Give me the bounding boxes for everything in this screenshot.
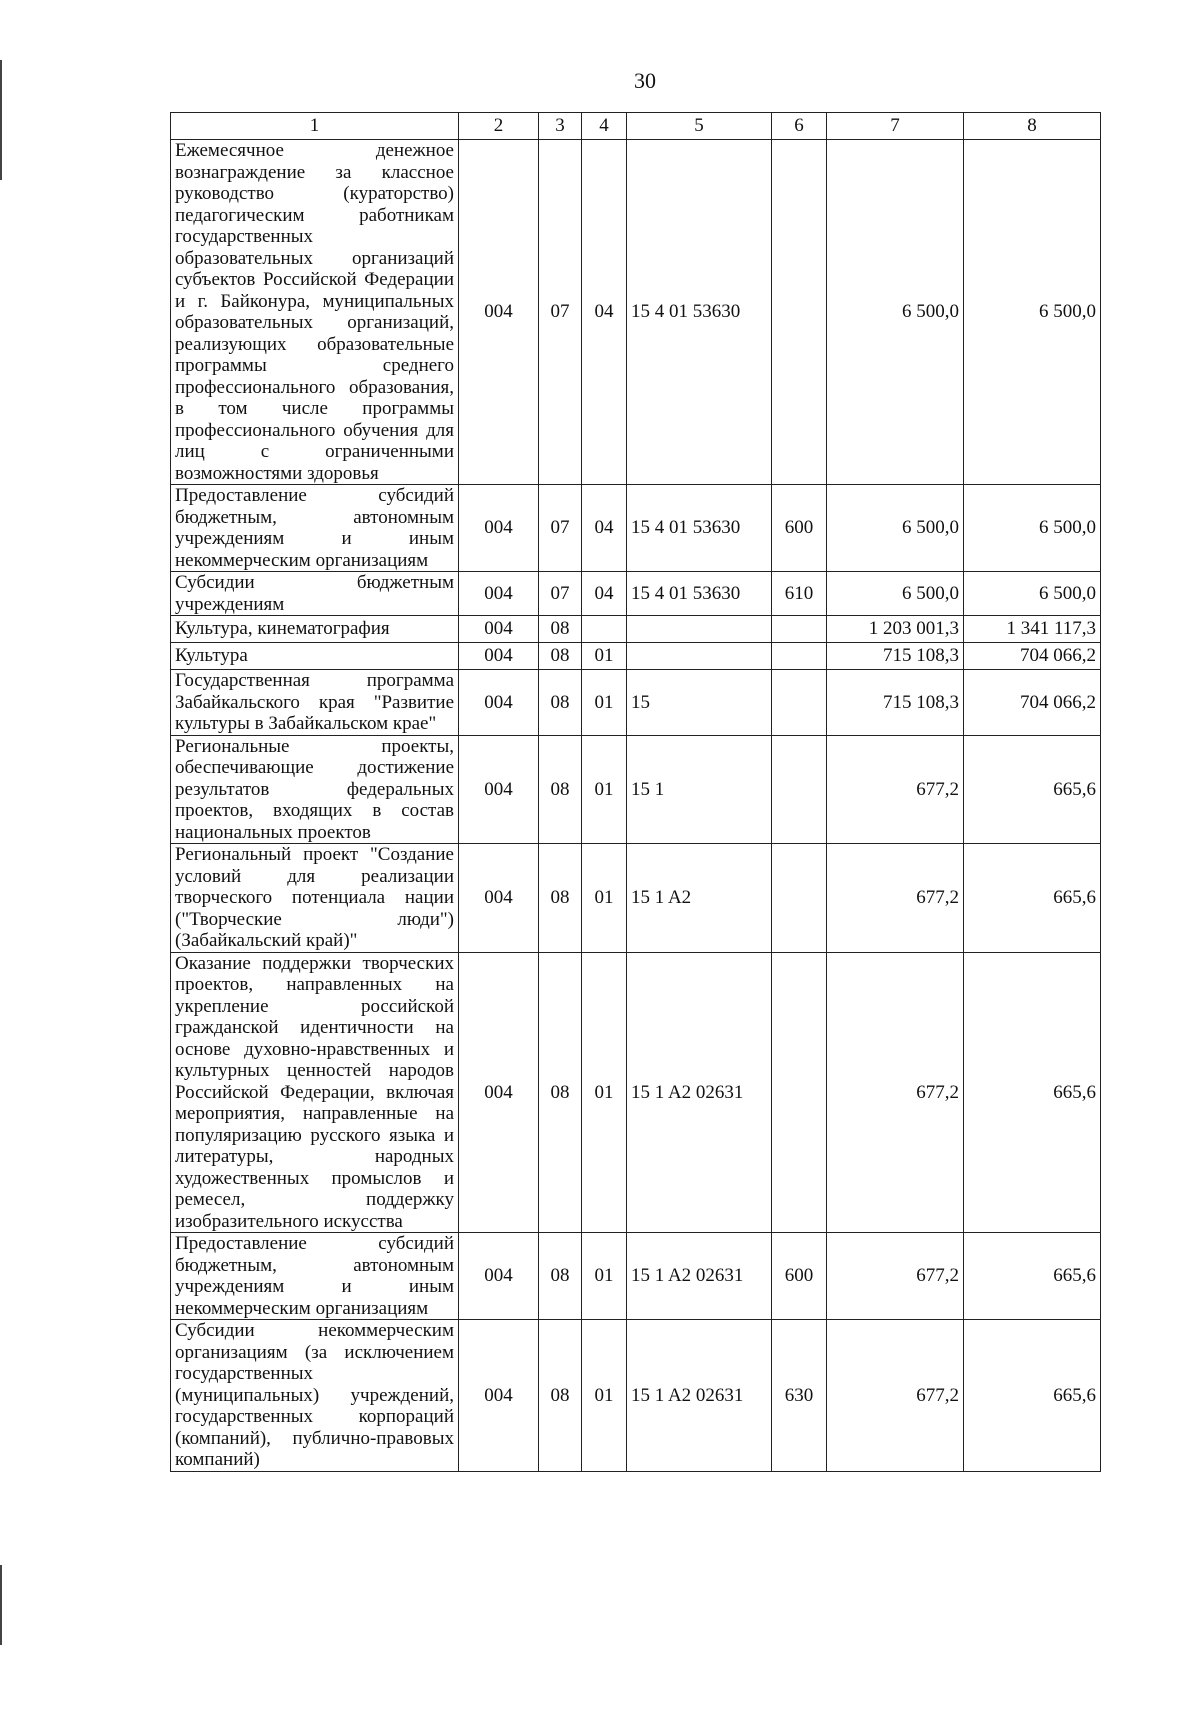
target-article-cell: 15 1 A2 02631 <box>627 1320 772 1472</box>
amount-cell-7: 677,2 <box>827 735 964 844</box>
ministry-code-cell: 004 <box>459 485 539 572</box>
subsection-cell <box>582 616 627 643</box>
target-article-cell <box>627 643 772 670</box>
expense-type-cell: 600 <box>772 485 827 572</box>
table-row <box>171 952 1101 1233</box>
amount-cell-8: 704 066,2 <box>964 643 1101 670</box>
target-article-cell: 15 4 01 53630 <box>627 485 772 572</box>
table-row <box>171 1320 1101 1472</box>
amount-cell-8: 6 500,0 <box>964 140 1101 485</box>
amount-cell-7: 1 203 001,3 <box>827 616 964 643</box>
amount-cell-8: 6 500,0 <box>964 485 1101 572</box>
table-row <box>171 485 1101 572</box>
target-article-cell: 15 1 A2 02631 <box>627 952 772 1233</box>
subsection-cell: 01 <box>582 735 627 844</box>
expense-type-cell <box>772 643 827 670</box>
table-row <box>171 844 1101 953</box>
section-cell: 08 <box>539 670 582 736</box>
section-cell: 08 <box>539 844 582 953</box>
amount-cell-8: 665,6 <box>964 1320 1101 1472</box>
header-cell-8: 8 <box>964 113 1101 140</box>
row-name-cell: Предоставление субсидий бюджетным, автономным учреждениям и иным некоммерческим организациям <box>171 1233 459 1320</box>
section-cell: 07 <box>539 485 582 572</box>
subsection-cell: 01 <box>582 844 627 953</box>
target-article-cell: 15 4 01 53630 <box>627 140 772 485</box>
section-cell: 07 <box>539 572 582 616</box>
header-cell-5: 5 <box>627 113 772 140</box>
subsection-cell: 01 <box>582 643 627 670</box>
amount-cell-7: 6 500,0 <box>827 572 964 616</box>
row-name-cell: Оказание поддержки творческих проектов, направленных на укрепление российской гражданской идентичности на основе духовно-нравственных и культурных ценностей народов Российской Федерации, включая мероприятия, направленные на популяризацию русского языка и литературы, народных художественных промыслов и ремесел, поддержку изобразительного искусства <box>171 952 459 1233</box>
section-cell: 08 <box>539 643 582 670</box>
row-name-cell: Региональные проекты, обеспечивающие достижение результатов федеральных проектов, входящих в состав национальных проектов <box>171 735 459 844</box>
table-row <box>171 140 1101 485</box>
ministry-code-cell: 004 <box>459 140 539 485</box>
page-number: 30 <box>634 68 656 93</box>
ministry-code-cell: 004 <box>459 952 539 1233</box>
ministry-code-cell: 004 <box>459 643 539 670</box>
table-row <box>171 670 1101 736</box>
row-name-cell: Государственная программа Забайкальского края "Развитие культуры в Забайкальском крае" <box>171 670 459 736</box>
amount-cell-7: 715 108,3 <box>827 643 964 670</box>
header-cell-3: 3 <box>539 113 582 140</box>
subsection-cell: 01 <box>582 1233 627 1320</box>
table-row <box>171 735 1101 844</box>
amount-cell-7: 677,2 <box>827 1233 964 1320</box>
target-article-cell <box>627 616 772 643</box>
amount-cell-8: 704 066,2 <box>964 670 1101 736</box>
amount-cell-8: 665,6 <box>964 844 1101 953</box>
section-cell: 08 <box>539 1320 582 1472</box>
ministry-code-cell: 004 <box>459 1233 539 1320</box>
target-article-cell: 15 1 <box>627 735 772 844</box>
header-cell-1: 1 <box>171 113 459 140</box>
amount-cell-7: 677,2 <box>827 844 964 953</box>
scan-edge-line-bottom <box>0 1565 2 1645</box>
header-cell-6: 6 <box>772 113 827 140</box>
ministry-code-cell: 004 <box>459 616 539 643</box>
target-article-cell: 15 1 A2 <box>627 844 772 953</box>
expense-type-cell <box>772 616 827 643</box>
row-name-cell: Культура, кинематография <box>171 616 459 643</box>
section-cell: 08 <box>539 1233 582 1320</box>
subsection-cell: 04 <box>582 572 627 616</box>
amount-cell-7: 6 500,0 <box>827 485 964 572</box>
subsection-cell: 01 <box>582 670 627 736</box>
ministry-code-cell: 004 <box>459 844 539 953</box>
amount-cell-7: 677,2 <box>827 1320 964 1472</box>
table-row <box>171 1233 1101 1320</box>
row-name-cell: Субсидии некоммерческим организациям (за исключением государственных (муниципальных) учреждений, государственных корпораций (компаний), публично-правовых компаний) <box>171 1320 459 1472</box>
table-row <box>171 616 1101 643</box>
row-name-cell: Региональный проект "Создание условий для реализации творческого потенциала нации ("Творческие люди") (Забайкальский край)" <box>171 844 459 953</box>
expense-type-cell <box>772 140 827 485</box>
table-row <box>171 572 1101 616</box>
amount-cell-8: 665,6 <box>964 952 1101 1233</box>
section-cell: 08 <box>539 735 582 844</box>
expense-type-cell <box>772 670 827 736</box>
table-row <box>171 643 1101 670</box>
amount-cell-7: 6 500,0 <box>827 140 964 485</box>
header-cell-2: 2 <box>459 113 539 140</box>
expense-type-cell: 630 <box>772 1320 827 1472</box>
header-row <box>171 113 1101 140</box>
header-cell-4: 4 <box>582 113 627 140</box>
header-cell-7: 7 <box>827 113 964 140</box>
subsection-cell: 04 <box>582 485 627 572</box>
subsection-cell: 01 <box>582 952 627 1233</box>
section-cell: 07 <box>539 140 582 485</box>
row-name-cell: Ежемесячное денежное вознаграждение за классное руководство (кураторство) педагогическим работникам государственных образовательных организаций субъектов Российской Федерации и г. Байконура, муниципальных образовательных организаций, реализующих образовательные программы среднего профессионального образования, в том числе программы профессионального обучения для лиц с ограниченными возможностями здоровья <box>171 140 459 485</box>
expense-type-cell <box>772 844 827 953</box>
ministry-code-cell: 004 <box>459 1320 539 1472</box>
row-name-cell: Культура <box>171 643 459 670</box>
amount-cell-7: 715 108,3 <box>827 670 964 736</box>
expense-type-cell: 610 <box>772 572 827 616</box>
ministry-code-cell: 004 <box>459 670 539 736</box>
subsection-cell: 04 <box>582 140 627 485</box>
ministry-code-cell: 004 <box>459 735 539 844</box>
row-name-cell: Предоставление субсидий бюджетным, автономным учреждениям и иным некоммерческим организациям <box>171 485 459 572</box>
expense-type-cell: 600 <box>772 1233 827 1320</box>
budget-table <box>170 112 1101 1472</box>
amount-cell-8: 6 500,0 <box>964 572 1101 616</box>
target-article-cell: 15 1 A2 02631 <box>627 1233 772 1320</box>
amount-cell-8: 665,6 <box>964 1233 1101 1320</box>
amount-cell-8: 1 341 117,3 <box>964 616 1101 643</box>
section-cell: 08 <box>539 952 582 1233</box>
amount-cell-7: 677,2 <box>827 952 964 1233</box>
target-article-cell: 15 4 01 53630 <box>627 572 772 616</box>
subsection-cell: 01 <box>582 1320 627 1472</box>
row-name-cell: Субсидии бюджетным учреждениям <box>171 572 459 616</box>
expense-type-cell <box>772 735 827 844</box>
target-article-cell: 15 <box>627 670 772 736</box>
amount-cell-8: 665,6 <box>964 735 1101 844</box>
section-cell: 08 <box>539 616 582 643</box>
ministry-code-cell: 004 <box>459 572 539 616</box>
expense-type-cell <box>772 952 827 1233</box>
